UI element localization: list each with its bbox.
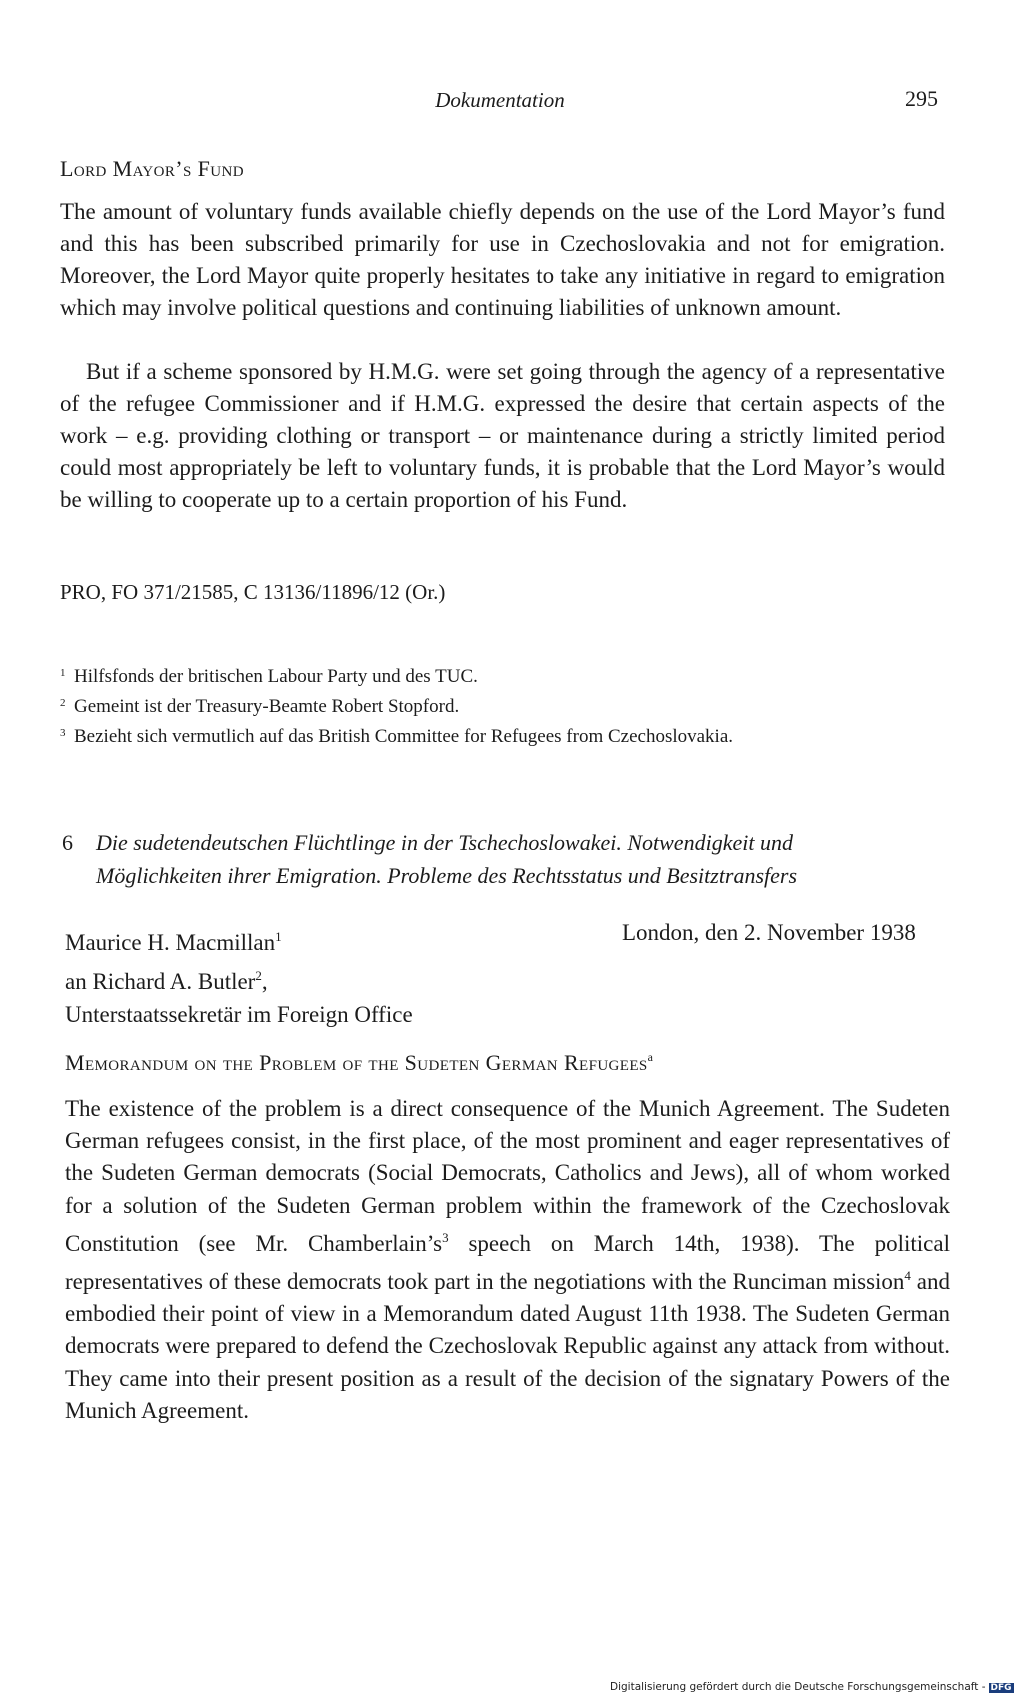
section-heading-lord-mayors-fund: Lord Mayor’s Fund [60,156,244,181]
place-and-date: London, den 2. November 1938 [622,920,916,945]
page-number: 295 [905,86,938,111]
memorandum-heading [65,1050,653,1076]
footnote-mark: 1 [275,929,282,944]
digitization-credit [610,1681,1014,1693]
memorandum-text-part-3: and embodied their point of view in a Memorandum dated August 11th 1938. The Sudeten German democrats were prepared to defend the Czechoslovak Republic against any attack from without. They came into their present position as a result of the decision of the signatary Powers of the Munich Agreement. [65,1269,950,1423]
recipient-line [65,959,413,998]
running-header: Dokumentation [435,88,565,112]
document-heading [62,826,952,892]
footnote-text: Hilfsfonds der britischen Labour Party und des TUC. [74,666,478,687]
footnote-text: Bezieht sich vermutlich auf das British Committee for Refugees from Czechoslovakia. [74,726,734,747]
footnote-mark: 3 [442,1229,449,1245]
footnote-text: Gemeint ist der Treasury-Beamte Robert Stopford. [74,696,460,717]
footnote-mark: 3 [60,727,66,739]
document-number: 6 [62,830,73,855]
sender-recipient-block [65,920,413,1031]
recipient-title: Unterstaatssekretär im Foreign Office [65,1002,413,1027]
footnote-mark: 2 [60,697,66,709]
footnote-mark: 2 [255,968,262,983]
archive-source-reference: PRO, FO 371/21585, C 13136/11896/12 (Or.) [60,580,446,604]
sender-name: Maurice H. Macmillan [65,930,276,955]
sender-line [65,920,413,959]
footnote-mark: 1 [60,667,66,679]
memorandum-body [65,1093,950,1427]
footnote-mark: 4 [904,1268,911,1284]
memorandum-text-part-1: The existence of the problem is a direct consequence of the Munich Agreement. The Sudeten German refugees consist, in the first place, of the most prominent and eager representatives of the Sudeten German democrats (Social Democrats, Catholics and Jews), all of whom worked for a solution of the Sudeten German problem within the framework of the Czechoslovak Constitution (see Mr. Chamberlain’s [65,1096,950,1256]
paragraph-scheme-hmg: But if a scheme sponsored by H.M.G. were set going through the agency of a representative of the refugee Commissioner and if H.M.G. expressed the desire that certain aspects of the work – e.g. providing clothing or transport – or maintenance during a strictly limited period could most appropriately be left to voluntary funds, it is probable that the Lord Mayor’s would be willing to cooperate up to a certain proportion of his Fund. [60,359,945,512]
recipient-comma: , [261,969,268,994]
dfg-logo: DFG [990,1683,1012,1693]
footnote-mark: a [647,1050,654,1064]
memorandum-text-part-2: speech on March 14th, 1938). The political representatives of these democrats took part in the negotiations with the Runciman mission [65,1230,950,1295]
document-title-line-2: Möglichkeiten ihrer Emigration. Probleme des Rechtsstatus und Besitztransfers [96,863,798,888]
recipient-name: an Richard A. Butler [65,969,256,994]
footnote-3 [60,720,733,750]
footnote-2 [60,690,733,720]
document-title-line-1: Die sudetendeutschen Flüchtlinge in der Tschechoslowakei. Notwendigkeit und [96,830,793,855]
credit-text: Digitalisierung gefördert durch die Deutsche Forschungsgemeinschaft - [610,1681,986,1693]
memorandum-heading-text: Memorandum on the Problem of the Sudeten German Refugees [65,1050,648,1075]
footnote-1 [60,660,733,690]
footnotes [60,660,733,750]
paragraph-voluntary-funds: The amount of voluntary funds available chiefly depends on the use of the Lord Mayor’s fund and this has been subscribed primarily for use in Czechoslovakia and not for emigration. Moreover, the Lord Mayor quite properly hesitates to take any initiative in regard to emigration which may involve political questions and continuing liabilities of unknown amount. [60,199,945,320]
